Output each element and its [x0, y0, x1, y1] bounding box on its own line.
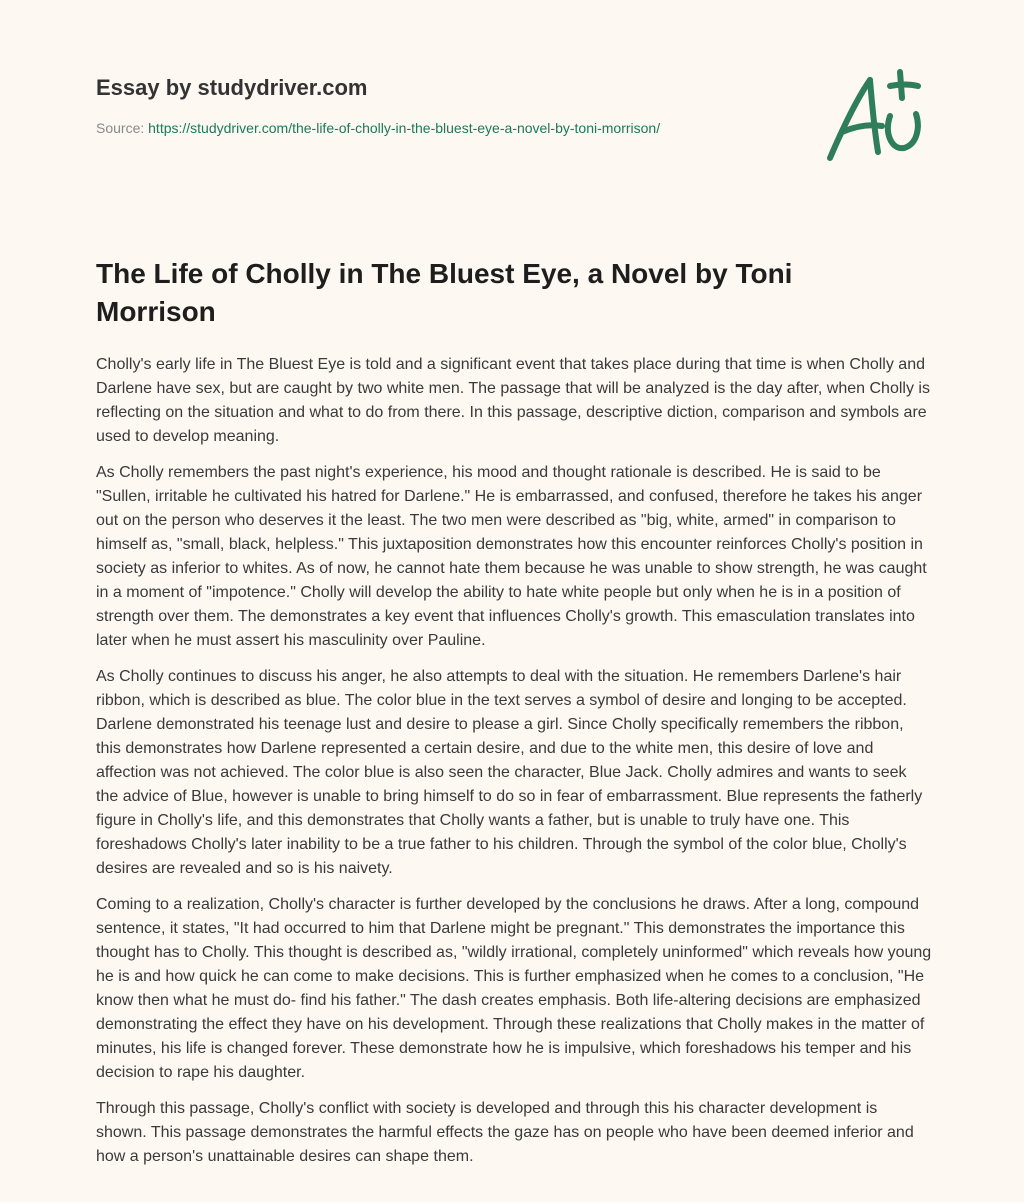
source-link[interactable]: https://studydriver.com/the-life-of-cholly-in-the-bluest-eye-a-novel-by-toni-morrison/ — [148, 120, 661, 136]
a-plus-logo-icon — [820, 68, 930, 168]
essay-body — [96, 353, 932, 1181]
source-line — [96, 118, 796, 138]
essay-paragraph: Through this passage, Cholly's conflict with society is developed and through this his character development is shown. This passage demonstrates the harmful effects the gaze has on people who have been deemed inferior and how a person's unattainable desires can shape them. — [96, 1100, 914, 1165]
site-brand: Essay by studydriver.com — [96, 75, 368, 100]
source-label: Source: — [96, 120, 145, 136]
header — [96, 72, 796, 138]
essay-paragraph: As Cholly remembers the past night's experience, his mood and thought rationale is described. He is said to be "Sullen, irritable he cultivated his hatred for Darlene." He is embarrassed, and confused, therefore he takes his anger out on the person who deserves it the least. The two men were described as "big, white, armed" in comparison to himself as, "small, black, helpless." This juxtaposition demonstrates how this encounter reinforces Cholly's position in society as inferior to whites. As of now, he cannot hate them because he was unable to show strength, he was caught in a moment of "impotence." Cholly will develop the ability to hate white people but only when he is in a position of strength over them. The demonstrates a key event that influences Cholly's growth. This emasculation translates into later when he must assert his masculinity over Pauline. — [96, 464, 927, 649]
essay-title: The Life of Cholly in The Bluest Eye, a Novel by Toni Morrison — [96, 258, 793, 327]
essay-paragraph: As Cholly continues to discuss his anger, he also attempts to deal with the situation. He remembers Darlene's hair ribbon, which is described as blue. The color blue in the text serves a symbol of desire and longing to be accepted. Darlene demonstrated his teenage lust and desire to please a girl. Since Cholly specifically remembers the ribbon, this demonstrates how Darlene represented a certain desire, and due to the white men, this desire of love and affection was not achieved. The color blue is also seen the character, Blue Jack. Cholly admires and wants to seek the advice of Blue, however is unable to bring himself to do so in fear of embarrassment. Blue represents the fatherly figure in Cholly's life, and this demonstrates that Cholly wants a father, but is unable to truly have one. This foreshadows Cholly's later inability to be a true father to his children. Through the symbol of the color blue, Cholly's desires are revealed and so is his naivety. — [96, 668, 923, 877]
essay-paragraph: Coming to a realization, Cholly's character is further developed by the conclusions he draws. After a long, compound sentence, it states, "It had occurred to him that Darlene might be pregnant." This demonstrates the importance this thought has to Cholly. This thought is described as, "wildly irrational, completely uninformed" which reveals how young he is and how quick he can come to make decisions. This is further emphasized when he comes to a conclusion, "He know then what he must do- find his father." The dash creates emphasis. Both life-altering decisions are emphasized demonstrating the effect they have on his development. Through these realizations that Cholly makes in the matter of minutes, his life is changed forever. These demonstrate how he is impulsive, which foreshadows his temper and his decision to rape his daughter. — [96, 896, 932, 1081]
essay-paragraph: Cholly's early life in The Bluest Eye is told and a significant event that takes place during that time is when Cholly and Darlene have sex, but are caught by two white men. The passage that will be analyzed is the day after, when Cholly is reflecting on the situation and what to do from there. In this passage, descriptive diction, comparison and symbols are used to develop meaning. — [96, 356, 930, 445]
